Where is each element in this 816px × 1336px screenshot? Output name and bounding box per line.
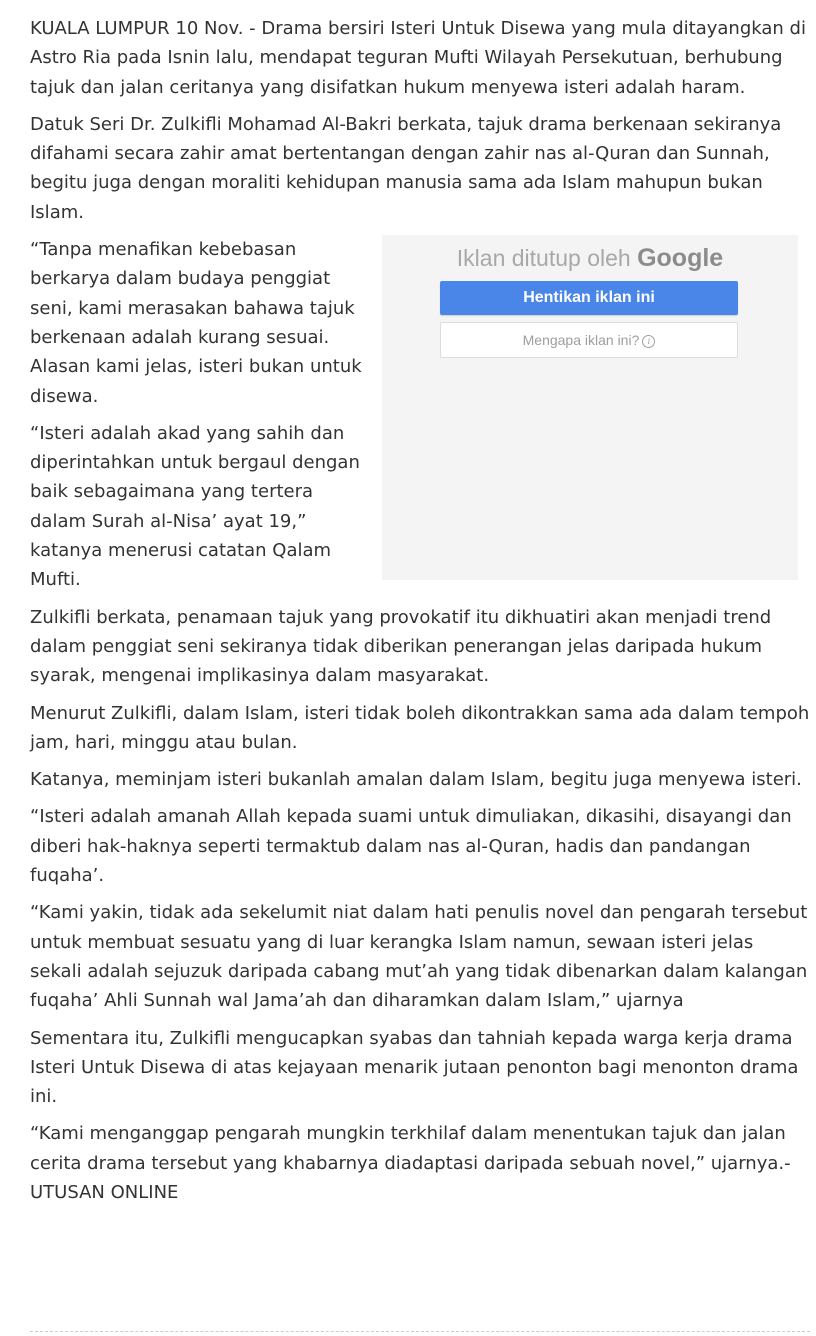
ad-closed-text: Iklan ditutup oleh <box>456 245 631 272</box>
ad-wrap-section <box>30 235 810 595</box>
stop-ad-button[interactable]: Hentikan iklan ini <box>440 281 738 315</box>
article-paragraph: Sementara itu, Zulkifli mengucapkan syabas dan tahniah kepada warga kerja drama Isteri Untuk Disewa di atas kejayaan menarik jutaan penonton bagi menonton drama ini. <box>30 1027 799 1108</box>
article-paragraph: “Kami yakin, tidak ada sekelumit niat dalam hati penulis novel dan pengarah tersebut untuk membuat sesuatu yang di luar kerangka Islam namun, sewaan isteri jelas sekali adalah sejuzuk daripada cabang mut’ah yang tidak dibenarkan dalam kalangan fuqaha’ Ahli Sunnah wal Jama’ah dan diharamkan dalam Islam,” ujarnya <box>30 902 808 1012</box>
article-paragraph: “Kami menganggap pengarah mungkin terkhilaf dalam menentukan tajuk dan jalan cerita drama tersebut yang khabarnya diadaptasi daripada sebuah novel,” ujarnya.-UTUSAN ONLINE <box>30 1123 791 1203</box>
article-paragraph: “Isteri adalah akad yang sahih dan diperintahkan untuk bergaul dengan baik sebagaimana yang tertera dalam Surah al-Nisa’ ayat 19,” katanya menerusi catatan Qalam Mufti. <box>30 422 360 591</box>
article-paragraph: Katanya, meminjam isteri bukanlah amalan dalam Islam, begitu juga menyewa isteri. <box>30 769 802 791</box>
why-this-ad-label: Mengapa iklan ini? <box>522 332 640 349</box>
why-this-ad-button[interactable] <box>440 322 738 358</box>
google-logo: Google <box>637 244 724 273</box>
info-icon: i <box>642 335 655 348</box>
closed-ad-panel <box>382 235 798 580</box>
article-paragraph: KUALA LUMPUR 10 Nov. - Drama bersiri Isteri Untuk Disewa yang mula ditayangkan di Astro Ria pada Isnin lalu, mendapat teguran Mufti Wilayah Persekutuan, berhubung tajuk dan jalan ceritanya yang disifatkan hukum menyewa isteri adalah haram. <box>30 18 806 98</box>
article-paragraph: Zulkifli berkata, penamaan tajuk yang provokatif itu dikhuatiri akan menjadi trend dalam penggiat seni sekiranya tidak diberikan penerangan jelas daripada hukum syarak, mengenai implikasinya dalam masyarakat. <box>30 606 772 687</box>
ad-closed-heading <box>382 243 798 273</box>
article-paragraph: Menurut Zulkifli, dalam Islam, isteri tidak boleh dikontrakkan sama ada dalam tempoh jam, hari, minggu atau bulan. <box>30 702 810 753</box>
article-paragraph: “Tanpa menafikan kebebasan berkarya dalam budaya penggiat seni, kami merasakan bahawa tajuk berkenaan adalah kurang sesuai. Alasan kami jelas, isteri bukan untuk disewa. <box>30 239 362 407</box>
article-paragraph: “Isteri adalah amanah Allah kepada suami untuk dimuliakan, dikasihi, disayangi dan diberi hak-haknya seperti termaktub dalam nas al-Quran, hadis dan pandangan fuqaha’. <box>30 806 792 887</box>
article-paragraph: Datuk Seri Dr. Zulkifli Mohamad Al-Bakri berkata, tajuk drama berkenaan sekiranya difahami secara zahir amat bertentangan dengan zahir nas al-Quran dan Sunnah, begitu juga dengan moraliti kehidupan manusia sama ada Islam mahupun bukan Islam. <box>30 113 782 223</box>
bottom-divider <box>30 1331 810 1332</box>
article-body <box>30 14 810 1215</box>
